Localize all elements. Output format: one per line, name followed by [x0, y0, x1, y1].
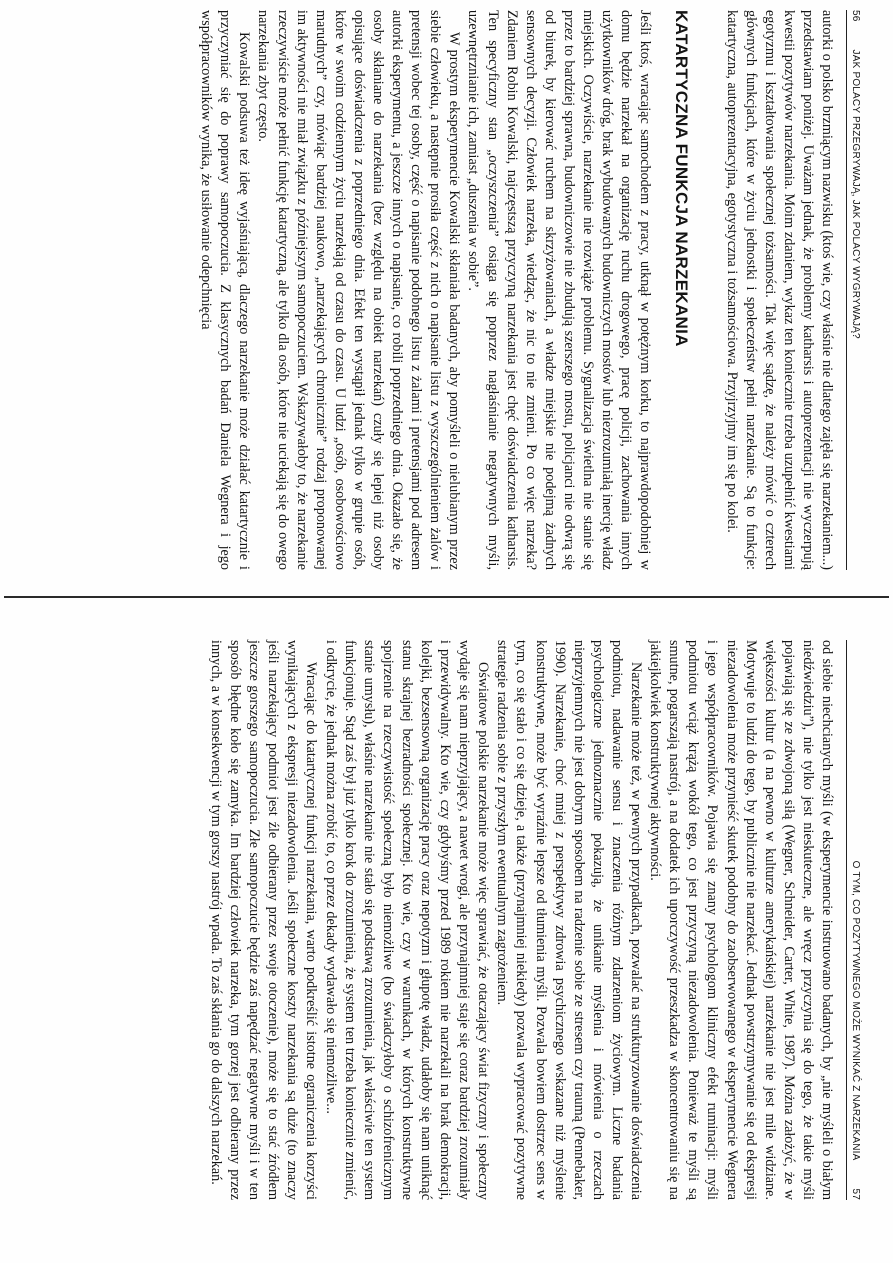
body-text-right: [206, 640, 836, 1200]
page-57: [31, 640, 861, 1200]
paragraph: Oświatowe polskie narzekanie może więc sprawiać, że otaczający świat fizyczny i społeczny wydaje się nam nieprzyjający, a nawet wrogi, ale przynajmniej staje się coraz bardziej zrozumiały i przewidywalny. Kto wie, czy gdybyśmy przed 1989 rokiem nie narzekali na brak demokracji, kolejki, bezsensowną organizację pracy oraz nepotyzm i głupotę władz, udałoby się nam uniknąć stanu skrajnej bezradności społecznej. Kto wie, czy w warunkach, w których konstruktywne spojrzenie na rzeczywistość społeczną było niemożliwe (bo świadczyłoby o schizofrenicznym stanie umysłu), właśnie narzekanie nie stało się podstawą zrozumienia, jak właściwie ten system funkcjonuje. Stąd zaś był już tylko krok do zrozumienia, że system ten trzeba koniecznie zmienić, i odkrycie, że jednak można zrobić to, co przez dekady wydawało się niemożliwe...: [322, 640, 492, 1200]
paragraph: Kowalski podsuwa też ideę wyjaśniającą, dlaczego narzekanie może działać katartycznie i przyczyniać się do poprawy samopoczucia. Z klasycznych badań Daniela Wegnera i jego współpracowników wynika, że usiłowanie odepchnięcia: [198, 10, 253, 570]
page-number-left: 56: [850, 10, 861, 22]
paragraph: Narzekanie może też, w pewnych przypadkach, pozwalać na strukturyzowanie doświadczenia podmiotu, nadawanie sensu i znaczenia różnym zdarzeniom życiowym. Liczne badania psychologiczne jednoznacznie pokazują, że unikanie myślenia i mówienia o rzeczach nieprzyjemnych nie jest dobrym sposobem na radzenie sobie ze stresem czy traumą (Pennebaker, 1990). Narzekanie, choć mniej z perspektywy zdrowia psychicznego wskazane niż myślenie konstruktywne, może być wyraźnie lepsze od tłumienia myśli. Pozwala bowiem dostrzec sens w tym, co się stało i co się dzieje, a także (przynajmniej niekiedy) pozwala wypracować pozytywne strategie radzenia sobie z przyszłym ewentualnym zagrożeniem.: [494, 640, 645, 1200]
paragraph: Jeśli ktoś, wracając samochodem z pracy, utknął w potężnym korku, to najprawdopodobniej w domu będzie narzekał na organizację ruchu drogowego, pracę policji, zachowania innych użytkowników dróg, brak wybudowanych budowniczych mostów lub niezrozumiałą inercję władz miejskich. Oczywiście, narzekanie nie rozwiąże problemu. Sygnalizacja świetlna nie stanie się przez to bardziej sprawna, budowniczowie nie zbudują szerszego mostu, policjanci nie odwrą się od biurek, by kierować ruchem na skrzyżowaniach, a władze miejskie nie podejmą żadnych sensownych decyzji. Człowiek narzeka, wiedząc, że nic to nie zmieni. Po co więc narzeka? Zdaniem Robin Kowalski, najczęstszą przyczyną narzekania jest chęć doświadczenia katharsis. Ten specyficzny stan „oczyszczenia” osiąga się poprzez nagłaśnianie negatywnych myśli, uzewnętrznianie ich, zamiast „duszenia w sobie”.: [465, 10, 654, 570]
page-gutter-divider: [4, 596, 889, 598]
page-number-right: 57: [850, 1188, 861, 1200]
running-head-left: [846, 10, 861, 570]
paragraph: Wracając do katartycznej funkcji narzekania, warto podkreślić istotne ograniczenia korzyści wynikających z ekspresji niezadowolenia. Jeśli społeczne koszty narzekania są duże (to znaczy jeśli narzekający podmiot jest źle odbierany przez swoje otoczenie), może się to stać źródłem jeszcze gorszego samopoczucia. Złe samopoczucie będzie zaś napędzać negatywne myśli i w ten sposób błędne koło się zamyka. Im bardziej człowiek narzeka, tym gorzej jest odbierany przez innych, a w konsekwencji w tym gorszy nastrój wpada. To zaś skłania go do dalszych narzekań.: [208, 640, 320, 1200]
paragraph: autorki o polsko brzmiącym nazwisku (ktoś wie, czy właśnie nie dlatego zajęła się narzekaniem...) przedstawiam poniżej. Uważam jednak, że problemy katharsis i autoprezentacji nie wyczerpują kwestii pozytywów narzekania. Moim zdaniem, wykaz ten koniecznie trzeba uzupełnić kwestiami egotyzmu i kształtowania społecznej tożsamości. Tak więc sądzę, że należy mówić o czterech głównych funkcjach, które w życiu jednostki i społeczeństw pełni narzekanie. Są to funkcje: katartyczna, autoprezentacyjna, egotystyczna i tożsamościowa. Przyjrzyjmy im się po kolei.: [723, 10, 835, 570]
paragraph: od siebie niechcianych myśli (w eksperymencie instruowano badanych, by „nie myśleli o białym niedźwiedziu”), nie tylko jest nieskuteczne, ale wręcz przyczynia się do tego, że takie myśli pojawiają się ze zdwojoną siłą (Wegner, Schneider, Carter, White, 1987). Można założyć, że w większości kultur (a na pewno w kulturze amerykańskiej) narzekanie nie jest mile widziane. Motywuje to ludzi do tego, by publicznie nie narzekać. Jednak powstrzymywanie się od ekspresji niezadowolenia może przynieść skutek podobny do zaobserwowanego w eksperymencie Wegnera i jego współpracowników. Pojawia się znany psychologom kliniczny efekt ruminacji: myśli podmiotu wciąż krążą wokół tego, co jest przyczyną niezadowolenia. Ponieważ te myśli są smutne, pogarszają nastrój, a na dodatek ich uporczywość przeszkadza w skoncentrowaniu się na jakiejkolwiek konstruktywnej aktywności.: [647, 640, 835, 1200]
running-head-left-title: JAK POLACY PRZEGRYWAJĄ, JAK POLACY WYGRYWAJĄ?: [850, 49, 861, 339]
running-head-right-title: O TYM, CO POZYTYWNEGO MOŻE WYNIKAĆ Z NARZEKANIA: [850, 860, 861, 1161]
body-text-left: [196, 10, 836, 570]
paragraph: W prostym eksperymencie Kowalski skłaniała badanych, aby pomyśleli o nielubianym przez siebie człowieku, a następnie prosiła część z nich o napisanie listu z wyszczególnieniem żalów i pretensji wobec tej osoby, część o napisanie podobnego listu z żalami i pretensjami pod adresem autorki eksperymentu, a jeszcze innych o napisanie, co robili poprzedniego dnia. Okazało się, że osoby skłaniane do narzekania (bez względu na obiekt narzekań) czuły się lepiej niż osoby opisujące doświadczenia z poprzedniego dnia. Efekt ten wystąpił jednak tylko w grupie osób, które w swoim codziennym życiu narzekają od czasu do czasu. U ludzi „osób, osobowościowo marudnych” czy, mówiąc bardziej naukowo, „narzekających chronicznie” rodzaj proponowanej im aktywności nie miał związku z późniejszym samopoczuciem. Wskazywałoby to, że narzekanie rzeczywiście może pełnić funkcję katartyczną, ale tylko dla osób, które nie uciekają się do owego narzekania zbyt często.: [255, 10, 463, 570]
section-heading: KATARTYCZNA FUNKCJA NARZEKANIA: [672, 10, 692, 347]
running-head-right: [846, 640, 861, 1200]
page-56: [31, 10, 861, 570]
